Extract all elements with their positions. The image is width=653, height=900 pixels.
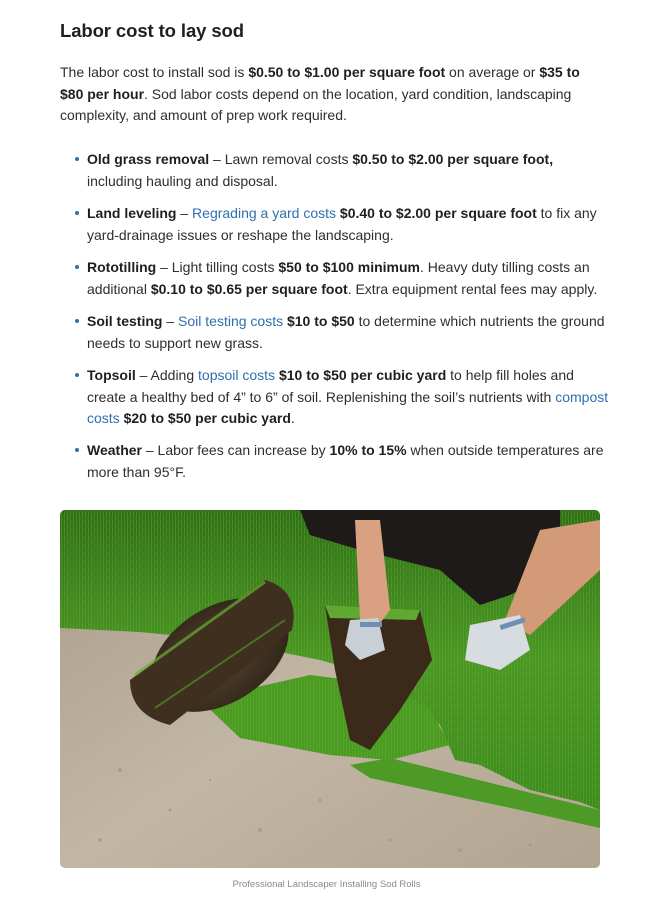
inline-link[interactable]: topsoil costs — [198, 367, 276, 383]
bullet-icon — [75, 265, 79, 269]
bold-text: $0.10 to $0.65 per square foot — [150, 280, 348, 297]
list-item-land-leveling: Land leveling – Regrading a yard costs $0.40 to $2.00 per square foot to fix any yard-drainage issues or reshape the landscaping. — [87, 203, 612, 246]
bold-text: Old grass removal — [87, 151, 210, 167]
bold-text: $35 to $80 per hour — [60, 64, 580, 102]
bullet-icon — [75, 448, 79, 452]
list-item-weather: Weather – Labor fees can increase by 10% to 15% when outside temperatures are more than 95°F. — [87, 440, 612, 483]
bold-text: 10% to 15% — [329, 442, 407, 458]
sod-photo-illustration — [60, 510, 600, 868]
bullet-icon — [75, 373, 79, 377]
list-item-rototilling: Rototilling – Light tilling costs $50 to $100 minimum. Heavy duty tilling costs an additional $0.10 to $0.65 per square foot. Extra equipment rental fees may apply. — [87, 257, 612, 300]
bold-text: $10 to $50 — [286, 313, 355, 329]
bold-text: $20 to $50 per cubic yard — [123, 410, 291, 426]
bold-text: Topsoil — [87, 367, 136, 383]
list-item-old-grass-removal: Old grass removal – Lawn removal costs $0.50 to $2.00 per square foot, including hauling and disposal. — [87, 149, 612, 192]
list-item-soil-testing: Soil testing – Soil testing costs $10 to $50 to determine which nutrients the ground needs to support new grass. — [87, 311, 612, 354]
bullet-icon — [75, 211, 79, 215]
section-title: Labor cost to lay sod — [60, 20, 244, 41]
bold-text: Rototilling — [87, 259, 157, 275]
bold-text: $0.40 to $2.00 per square foot — [339, 205, 537, 221]
bold-text: Land leveling — [87, 205, 177, 221]
bold-text: $50 to $100 minimum — [278, 259, 420, 275]
inline-link[interactable]: Soil testing costs — [178, 313, 284, 329]
bullet-icon — [75, 157, 79, 161]
inline-link[interactable]: compost costs — [87, 388, 609, 426]
bold-text: Soil testing — [87, 313, 163, 329]
inline-link[interactable]: Regrading a yard costs — [192, 205, 337, 221]
image-caption: Professional Landscaper Installing Sod Rolls — [232, 879, 421, 890]
bold-text: $0.50 to $2.00 per square foot, — [352, 151, 554, 167]
bold-text: $0.50 to $1.00 per square foot — [248, 64, 446, 80]
list-item-topsoil: Topsoil – Adding topsoil costs $10 to $50 per cubic yard to help fill holes and create a healthy bed of 4” to 6” of soil. Replenishing the soil’s nutrients with compost costs $20 to $50 per cubic yard. — [87, 365, 612, 430]
intro-paragraph: The labor cost to install sod is $0.50 to $1.00 per square foot on average or $35 to $80 per hour. Sod labor costs depend on the location, yard condition, landscaping complexity, and amount of prep work required. — [60, 64, 580, 123]
sod-installation-photo — [60, 510, 600, 868]
bold-text: Weather — [87, 442, 142, 458]
bold-text: $10 to $50 per cubic yard — [278, 367, 447, 383]
bullet-icon — [75, 319, 79, 323]
